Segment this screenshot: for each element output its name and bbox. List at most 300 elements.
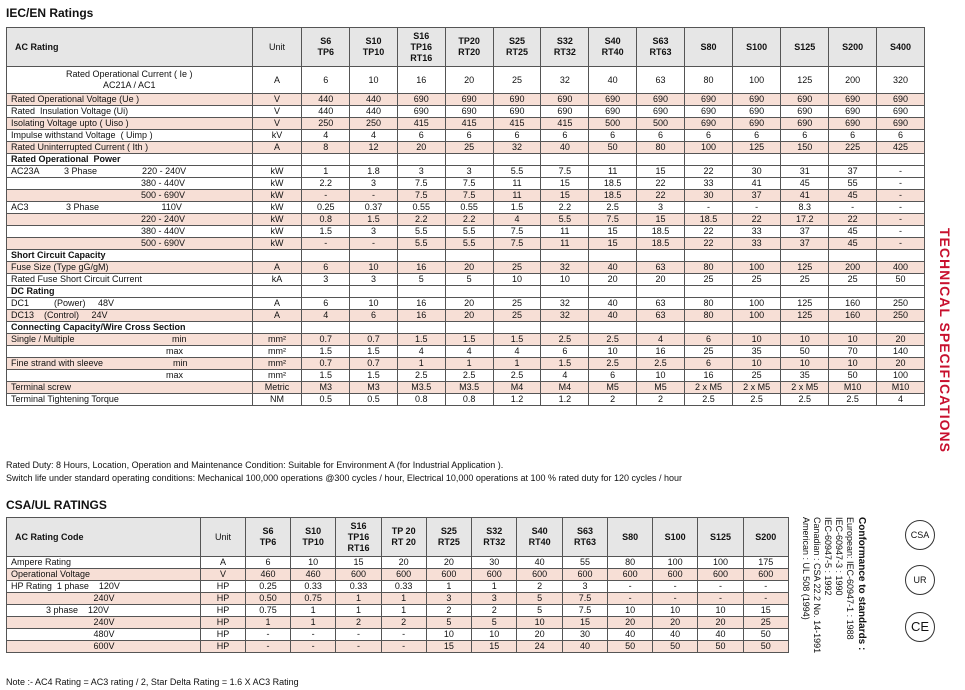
- table-cell: 600: [517, 569, 562, 581]
- table-row: [7, 166, 925, 178]
- column-header: S125: [781, 28, 829, 67]
- table-cell: 690: [733, 106, 781, 118]
- table-cell: 20: [381, 557, 426, 569]
- table-cell: 600: [426, 569, 471, 581]
- table-cell: 15: [743, 605, 788, 617]
- table-cell: 250: [350, 118, 398, 130]
- table-cell: [781, 154, 829, 166]
- table-cell: 16: [684, 370, 732, 382]
- table-cell: [733, 286, 781, 298]
- table-cell: 3: [350, 274, 398, 286]
- table-cell: [589, 250, 637, 262]
- table-cell: 4: [397, 346, 445, 358]
- table-cell: 33: [733, 238, 781, 250]
- table-cell: 2.5: [445, 370, 493, 382]
- table-cell: 690: [397, 94, 445, 106]
- table-cell: 690: [684, 106, 732, 118]
- table-cell: 10: [350, 298, 398, 310]
- table-row: [7, 298, 925, 310]
- table-cell: [541, 286, 589, 298]
- row-label: Single / Multiple min: [7, 334, 253, 346]
- column-header: S10 TP10: [290, 518, 335, 557]
- table-cell: 5: [472, 617, 517, 629]
- table-cell: 5: [517, 593, 562, 605]
- table-cell: 63: [637, 310, 685, 322]
- table-cell: 50: [877, 274, 925, 286]
- table-cell: 63: [637, 298, 685, 310]
- table-cell: 80: [684, 298, 732, 310]
- table-cell: [493, 250, 541, 262]
- table-cell: -: [698, 581, 743, 593]
- table-row: [7, 190, 925, 202]
- table-cell: 0.5: [302, 394, 350, 406]
- column-header: S100: [733, 28, 781, 67]
- table-cell: 37: [829, 166, 877, 178]
- table-cell: 20: [698, 617, 743, 629]
- table-cell: 2 x M5: [684, 382, 732, 394]
- table-cell: [493, 322, 541, 334]
- table-row: [7, 286, 925, 298]
- table-cell: 440: [302, 94, 350, 106]
- table-cell: 50: [781, 346, 829, 358]
- table-cell: 1.2: [493, 394, 541, 406]
- table-cell: 690: [493, 94, 541, 106]
- csa-header-row: [7, 518, 789, 557]
- table-cell: 690: [877, 118, 925, 130]
- table-cell: 10: [829, 334, 877, 346]
- standards-block: [800, 517, 867, 677]
- row-label: 240V: [7, 617, 201, 629]
- table-cell: [829, 154, 877, 166]
- table-cell: 6: [877, 130, 925, 142]
- table-cell: 10: [350, 262, 398, 274]
- table-cell: 5.5: [493, 166, 541, 178]
- column-header: S125: [698, 518, 743, 557]
- table-cell: 4: [493, 346, 541, 358]
- table-cell: 6: [302, 298, 350, 310]
- table-cell: 17.2: [781, 214, 829, 226]
- table-cell: 0.37: [350, 202, 398, 214]
- table-cell: 690: [541, 94, 589, 106]
- table-cell: [684, 250, 732, 262]
- table-cell: 690: [589, 106, 637, 118]
- table-cell: 40: [589, 262, 637, 274]
- table-row: [7, 641, 789, 653]
- column-header: S200: [829, 28, 877, 67]
- row-label: Fine strand with sleeve min: [7, 358, 253, 370]
- table-cell: 35: [733, 346, 781, 358]
- table-cell: M3: [302, 382, 350, 394]
- column-header: S25 RT25: [493, 28, 541, 67]
- table-cell: 4: [637, 334, 685, 346]
- table-cell: [637, 322, 685, 334]
- table-cell: 5.5: [445, 238, 493, 250]
- table-cell: -: [290, 641, 335, 653]
- table-cell: 1: [302, 166, 350, 178]
- table-cell: 600: [698, 569, 743, 581]
- table-cell: 2.5: [589, 358, 637, 370]
- table-cell: [877, 154, 925, 166]
- table-cell: 690: [541, 106, 589, 118]
- table-cell: [877, 250, 925, 262]
- table-cell: 37: [781, 238, 829, 250]
- table-cell: 1: [426, 581, 471, 593]
- table-cell: 11: [541, 226, 589, 238]
- table-cell: [733, 322, 781, 334]
- table-cell: 5: [426, 617, 471, 629]
- table-cell: 20: [445, 310, 493, 322]
- table-cell: [829, 322, 877, 334]
- table-cell: [493, 286, 541, 298]
- table-row: [7, 346, 925, 358]
- table-cell: 10: [781, 358, 829, 370]
- table-cell: 15: [637, 214, 685, 226]
- row-label: Ampere Rating: [7, 557, 201, 569]
- table-cell: 80: [684, 67, 732, 94]
- table-cell: -: [245, 641, 290, 653]
- table-cell: 10: [653, 605, 698, 617]
- table-cell: 4: [350, 130, 398, 142]
- csa-table: [6, 517, 789, 653]
- table-cell: 690: [733, 94, 781, 106]
- row-unit: A: [201, 557, 246, 569]
- table-cell: 2.5: [541, 334, 589, 346]
- table-cell: -: [302, 238, 350, 250]
- table-cell: [733, 250, 781, 262]
- table-cell: 690: [637, 106, 685, 118]
- table-cell: -: [350, 190, 398, 202]
- row-unit: HP: [201, 617, 246, 629]
- table-row: [7, 118, 925, 130]
- table-cell: 50: [829, 370, 877, 382]
- table-cell: [829, 286, 877, 298]
- table-cell: -: [290, 629, 335, 641]
- table-cell: 4: [877, 394, 925, 406]
- row-unit: kW: [252, 202, 302, 214]
- table-cell: M3.5: [445, 382, 493, 394]
- table-cell: 0.55: [397, 202, 445, 214]
- table-cell: 6: [541, 130, 589, 142]
- table-cell: 4: [493, 214, 541, 226]
- table-cell: 690: [397, 106, 445, 118]
- table-cell: 600: [381, 569, 426, 581]
- row-unit: HP: [201, 641, 246, 653]
- table-cell: [445, 286, 493, 298]
- table-cell: 50: [653, 641, 698, 653]
- table-cell: 25: [684, 274, 732, 286]
- table-cell: 50: [698, 641, 743, 653]
- table-cell: 22: [637, 190, 685, 202]
- row-unit: HP: [201, 593, 246, 605]
- table-cell: 50: [589, 142, 637, 154]
- row-label: AC3 3 Phase 110V: [7, 202, 253, 214]
- table-cell: 175: [743, 557, 788, 569]
- table-cell: 4: [302, 310, 350, 322]
- row-label: Rated Operational Voltage (Ue ): [7, 94, 253, 106]
- row-unit: mm²: [252, 334, 302, 346]
- table-row: [7, 178, 925, 190]
- table-cell: -: [877, 202, 925, 214]
- table-cell: 25: [684, 346, 732, 358]
- table-cell: 1.5: [350, 346, 398, 358]
- table-cell: 250: [877, 310, 925, 322]
- row-unit: A: [252, 310, 302, 322]
- column-header: S25 RT25: [426, 518, 471, 557]
- table-cell: 425: [877, 142, 925, 154]
- table-cell: 55: [829, 178, 877, 190]
- table-cell: 10: [608, 605, 653, 617]
- standards-title: Conformance to standards :: [856, 517, 867, 651]
- table-cell: 30: [684, 190, 732, 202]
- table-cell: 7.5: [445, 190, 493, 202]
- table-cell: 600: [472, 569, 517, 581]
- table-cell: 18.5: [589, 190, 637, 202]
- table-cell: 32: [493, 142, 541, 154]
- table-cell: 16: [397, 298, 445, 310]
- table-cell: 20: [445, 262, 493, 274]
- table-cell: 22: [684, 238, 732, 250]
- table-cell: 10: [517, 617, 562, 629]
- row-label: Connecting Capacity/Wire Cross Section: [7, 322, 253, 334]
- table-cell: 3: [350, 226, 398, 238]
- table-cell: 0.5: [350, 394, 398, 406]
- table-cell: 2: [426, 605, 471, 617]
- table-cell: 6: [829, 130, 877, 142]
- table-cell: 100: [653, 557, 698, 569]
- technical-specifications-heading: TECHNICAL SPECIFICATIONS: [937, 228, 953, 453]
- column-header: S40 RT40: [517, 518, 562, 557]
- table-cell: 100: [733, 310, 781, 322]
- row-unit: [252, 250, 302, 262]
- table-row: [7, 130, 925, 142]
- table-cell: 0.25: [302, 202, 350, 214]
- table-cell: 1: [381, 605, 426, 617]
- standard-line: European: IEC-60947-1 : 1988: [845, 517, 855, 640]
- table-cell: 0.8: [397, 394, 445, 406]
- row-label: max: [7, 346, 253, 358]
- table-cell: [684, 154, 732, 166]
- table-cell: 20: [426, 557, 471, 569]
- table-cell: 0.75: [290, 593, 335, 605]
- table-cell: 690: [684, 94, 732, 106]
- table-cell: 415: [493, 118, 541, 130]
- table-cell: [445, 250, 493, 262]
- table-cell: 1: [472, 581, 517, 593]
- table-cell: 2 x M5: [781, 382, 829, 394]
- row-unit: HP: [201, 581, 246, 593]
- row-unit: V: [252, 106, 302, 118]
- table-cell: 600: [336, 569, 381, 581]
- header-unit: Unit: [201, 518, 246, 557]
- row-unit: HP: [201, 629, 246, 641]
- table-cell: 1.5: [445, 334, 493, 346]
- table-cell: 15: [472, 641, 517, 653]
- table-cell: [829, 250, 877, 262]
- table-cell: 10: [589, 346, 637, 358]
- table-cell: M4: [541, 382, 589, 394]
- table-cell: 2.2: [302, 178, 350, 190]
- table-cell: 8: [302, 142, 350, 154]
- table-cell: 0.8: [445, 394, 493, 406]
- table-row: [7, 238, 925, 250]
- table-cell: 6: [589, 130, 637, 142]
- table-cell: 0.7: [350, 358, 398, 370]
- row-label: Terminal screw: [7, 382, 253, 394]
- table-cell: [637, 286, 685, 298]
- table-row: [7, 250, 925, 262]
- table-cell: 22: [684, 166, 732, 178]
- table-cell: 150: [781, 142, 829, 154]
- row-label: 380 - 440V: [7, 226, 253, 238]
- table-cell: -: [743, 593, 788, 605]
- table-row: [7, 106, 925, 118]
- table-cell: [397, 154, 445, 166]
- table-cell: 400: [877, 262, 925, 274]
- table-row: [7, 557, 789, 569]
- table-cell: 16: [397, 67, 445, 94]
- table-cell: 5: [445, 274, 493, 286]
- table-cell: 690: [445, 106, 493, 118]
- column-header: S63 RT63: [562, 518, 607, 557]
- table-cell: 600: [743, 569, 788, 581]
- table-cell: 20: [877, 358, 925, 370]
- row-label: DC13 (Control) 24V: [7, 310, 253, 322]
- table-cell: -: [877, 238, 925, 250]
- table-cell: 45: [829, 226, 877, 238]
- table-cell: 10: [290, 557, 335, 569]
- table-cell: 0.7: [302, 334, 350, 346]
- table-cell: 0.7: [302, 358, 350, 370]
- column-header: S16 TP16 RT16: [336, 518, 381, 557]
- table-cell: 440: [302, 106, 350, 118]
- table-cell: 225: [829, 142, 877, 154]
- row-label: 380 - 440V: [7, 178, 253, 190]
- table-cell: 15: [336, 557, 381, 569]
- table-cell: 2: [637, 394, 685, 406]
- column-header: TP20 RT20: [445, 28, 493, 67]
- table-row: [7, 617, 789, 629]
- table-cell: 37: [733, 190, 781, 202]
- row-label: max: [7, 370, 253, 382]
- table-cell: 0.33: [290, 581, 335, 593]
- table-cell: 100: [733, 262, 781, 274]
- row-label: HP Rating 1 phase 120V: [7, 581, 201, 593]
- table-row: [7, 322, 925, 334]
- header-unit: Unit: [252, 28, 302, 67]
- table-cell: 6: [493, 130, 541, 142]
- table-row: [7, 370, 925, 382]
- table-cell: 1: [290, 605, 335, 617]
- table-cell: 50: [743, 641, 788, 653]
- table-cell: 40: [589, 310, 637, 322]
- table-cell: 6: [302, 67, 350, 94]
- table-cell: 15: [589, 226, 637, 238]
- table-cell: 40: [589, 67, 637, 94]
- table-cell: [541, 154, 589, 166]
- row-unit: kW: [252, 166, 302, 178]
- table-cell: 16: [397, 262, 445, 274]
- table-cell: 0.7: [350, 334, 398, 346]
- table-cell: 2 x M5: [733, 382, 781, 394]
- table-cell: 40: [517, 557, 562, 569]
- row-label: 3 phase 120V: [7, 605, 201, 617]
- table-cell: -: [245, 629, 290, 641]
- table-cell: 2: [336, 617, 381, 629]
- table-cell: [541, 250, 589, 262]
- table-cell: 35: [781, 370, 829, 382]
- table-cell: 1.5: [493, 334, 541, 346]
- table-cell: 690: [829, 106, 877, 118]
- table-cell: 200: [829, 67, 877, 94]
- table-row: [7, 334, 925, 346]
- table-cell: 18.5: [589, 178, 637, 190]
- table-cell: 15: [426, 641, 471, 653]
- table-cell: 3: [426, 593, 471, 605]
- column-header: S100: [653, 518, 698, 557]
- table-cell: 160: [829, 298, 877, 310]
- row-unit: mm²: [252, 370, 302, 382]
- row-label: Impulse withstand Voltage ( Uimp ): [7, 130, 253, 142]
- table-cell: 690: [781, 106, 829, 118]
- table-cell: 100: [698, 557, 743, 569]
- table-cell: 7.5: [541, 166, 589, 178]
- table-cell: 3: [637, 202, 685, 214]
- standard-line: IEC-60947-5 : 1992: [823, 517, 833, 596]
- table-cell: 7.5: [397, 190, 445, 202]
- table-cell: -: [336, 641, 381, 653]
- column-header: S10 TP10: [350, 28, 398, 67]
- table-cell: 1: [290, 617, 335, 629]
- row-unit: kW: [252, 178, 302, 190]
- table-cell: 40: [562, 641, 607, 653]
- table-cell: 690: [493, 106, 541, 118]
- table-cell: 15: [541, 190, 589, 202]
- table-cell: [541, 322, 589, 334]
- table-cell: 20: [445, 298, 493, 310]
- table-cell: M3.5: [397, 382, 445, 394]
- table-row: [7, 142, 925, 154]
- table-cell: M3: [350, 382, 398, 394]
- column-header: S80: [684, 28, 732, 67]
- table-cell: 37: [781, 226, 829, 238]
- table-cell: 125: [781, 67, 829, 94]
- table-cell: 7.5: [562, 593, 607, 605]
- table-cell: 40: [608, 629, 653, 641]
- table-cell: 1.5: [302, 226, 350, 238]
- table-cell: 10: [733, 358, 781, 370]
- table-cell: 1: [445, 358, 493, 370]
- table-cell: 0.33: [381, 581, 426, 593]
- table-cell: 3: [445, 166, 493, 178]
- table-cell: 2.2: [397, 214, 445, 226]
- row-label: Rated Operational Power: [7, 154, 253, 166]
- table-cell: 690: [781, 118, 829, 130]
- table-cell: 2: [517, 581, 562, 593]
- table-row: [7, 226, 925, 238]
- table-cell: 2.5: [589, 202, 637, 214]
- row-label: 240V: [7, 593, 201, 605]
- table-cell: 25: [829, 274, 877, 286]
- table-cell: 690: [877, 106, 925, 118]
- row-label: AC23A 3 Phase 220 - 240V: [7, 166, 253, 178]
- table-row: [7, 262, 925, 274]
- table-cell: 41: [733, 178, 781, 190]
- row-unit: kW: [252, 190, 302, 202]
- table-cell: -: [698, 593, 743, 605]
- row-label: 500 - 690V: [7, 238, 253, 250]
- table-cell: 80: [637, 142, 685, 154]
- table-cell: 25: [445, 142, 493, 154]
